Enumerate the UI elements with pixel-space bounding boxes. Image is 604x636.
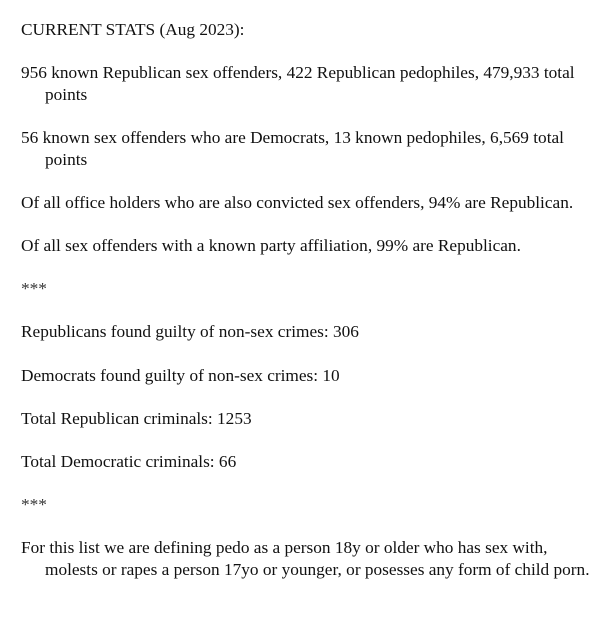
section-separator: *** [21, 279, 47, 299]
democrat-non-sex-crimes-stat: Democrats found guilty of non-sex crimes: 10 [21, 365, 340, 385]
section-separator: *** [21, 495, 47, 515]
republican-non-sex-crimes-stat: Republicans found guilty of non-sex crimes: 306 [21, 322, 359, 342]
office-holders-stat: Of all office holders who are also convicted sex offenders, 94% are Republican. [21, 192, 574, 212]
stats-heading: CURRENT STATS (Aug 2023): [21, 20, 245, 39]
definition-note: For this list we are defining pedo as a person 18y or older who has sex with, molests or rapes a person 17yo or younger, or posesses any form of child porn. [21, 538, 590, 579]
republican-sex-offenders-stat: 956 known Republican sex offenders, 422 Republican pedophiles, 479,933 total points [21, 63, 575, 104]
democrat-total-stat: Total Democratic criminals: 66 [21, 451, 237, 471]
republican-total-stat: Total Republican criminals: 1253 [21, 408, 252, 428]
democrat-sex-offenders-stat: 56 known sex offenders who are Democrats, 13 known pedophiles, 6,569 total points [21, 127, 564, 169]
party-affiliation-stat: Of all sex offenders with a known party affiliation, 99% are Republican. [21, 235, 521, 255]
